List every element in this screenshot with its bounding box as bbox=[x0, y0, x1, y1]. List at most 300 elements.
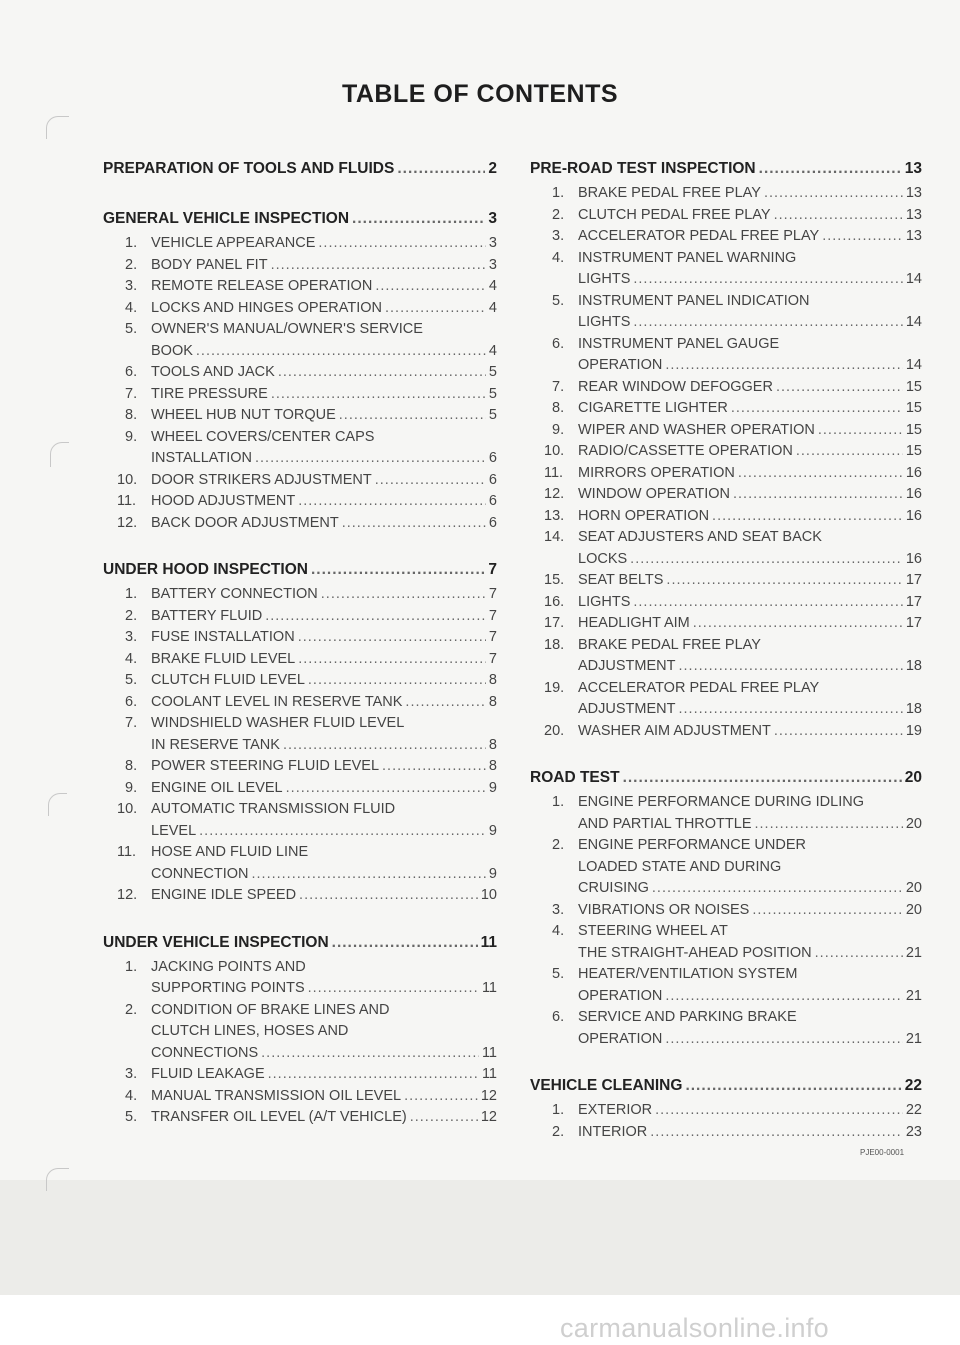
entry-page-number: 11 bbox=[481, 980, 497, 996]
entry-title: TOOLS AND JACK bbox=[151, 364, 275, 380]
entry-title: CONNECTIONS bbox=[151, 1044, 259, 1061]
toc-entry[interactable] bbox=[103, 756, 497, 778]
toc-entry[interactable] bbox=[103, 276, 497, 298]
dot-leader bbox=[382, 756, 486, 778]
entry-number: 1. bbox=[552, 794, 565, 810]
dot-leader bbox=[755, 814, 903, 836]
entry-number: 5. bbox=[125, 321, 138, 337]
entry-page-number: 20 bbox=[905, 880, 922, 896]
toc-entry[interactable] bbox=[530, 1007, 922, 1050]
section-title: VEHICLE CLEANING bbox=[530, 1077, 683, 1094]
entry-title: SUPPORTING POINTS bbox=[151, 980, 305, 996]
toc-entry[interactable] bbox=[103, 885, 497, 907]
entry-page-number: 8 bbox=[488, 672, 497, 688]
entry-title: IN RESERVE TANK bbox=[151, 736, 280, 753]
toc-entry[interactable] bbox=[103, 1107, 497, 1129]
toc-entry-list bbox=[530, 183, 922, 742]
entry-page-number: 17 bbox=[905, 593, 922, 610]
entry-page-number: 6 bbox=[488, 514, 497, 531]
section-page-number: 13 bbox=[904, 160, 922, 177]
toc-entry[interactable] bbox=[103, 627, 497, 649]
entry-number: 8. bbox=[125, 758, 138, 774]
toc-entry[interactable] bbox=[103, 842, 497, 885]
dot-leader bbox=[311, 555, 485, 584]
page-title: TABLE OF CONTENTS bbox=[341, 80, 619, 108]
entry-title: EXTERIOR bbox=[578, 1102, 653, 1118]
entry-title: OPERATION bbox=[578, 357, 663, 373]
section-heading[interactable] bbox=[530, 154, 922, 183]
section-heading[interactable] bbox=[103, 928, 497, 957]
entry-number: 14. bbox=[544, 529, 565, 545]
toc-entry[interactable] bbox=[103, 427, 497, 470]
toc-entry-list bbox=[103, 233, 497, 534]
entry-number: 19. bbox=[544, 679, 565, 696]
toc-entry[interactable] bbox=[103, 384, 497, 406]
entry-title: COOLANT LEVEL IN RESERVE TANK bbox=[151, 693, 403, 710]
entry-title: AUTOMATIC TRANSMISSION FLUID bbox=[151, 801, 396, 817]
entry-number: 1. bbox=[552, 1102, 565, 1118]
toc-entry[interactable] bbox=[103, 362, 497, 384]
toc-entry[interactable] bbox=[103, 319, 497, 362]
toc-entry[interactable] bbox=[103, 470, 497, 492]
entry-title: BACK DOOR ADJUSTMENT bbox=[151, 514, 339, 531]
entry-line bbox=[103, 864, 497, 886]
entry-number: 6. bbox=[552, 335, 565, 352]
dot-leader bbox=[752, 900, 903, 922]
entry-page-number: 4 bbox=[488, 299, 497, 316]
entry-title: OPERATION bbox=[578, 1030, 663, 1047]
entry-line bbox=[103, 1021, 497, 1043]
toc-entry[interactable] bbox=[530, 506, 922, 528]
entry-line bbox=[530, 814, 922, 836]
entry-line bbox=[530, 986, 922, 1008]
dot-leader bbox=[733, 484, 903, 506]
entry-title: MANUAL TRANSMISSION OIL LEVEL bbox=[151, 1087, 402, 1104]
section-title: PREPARATION OF TOOLS AND FLUIDS bbox=[103, 160, 395, 177]
dot-leader bbox=[818, 420, 903, 442]
entry-line bbox=[530, 420, 922, 442]
section-heading[interactable] bbox=[530, 763, 922, 792]
toc-entry[interactable] bbox=[530, 964, 922, 1007]
entry-page-number: 20 bbox=[905, 815, 922, 832]
entry-number: 10. bbox=[117, 471, 138, 488]
entry-number: 11. bbox=[544, 464, 564, 481]
section-heading[interactable] bbox=[103, 555, 497, 584]
dot-leader bbox=[199, 821, 486, 843]
section-heading[interactable] bbox=[530, 1071, 922, 1100]
entry-line bbox=[103, 842, 497, 864]
toc-entry-list bbox=[530, 1100, 922, 1143]
dot-leader bbox=[410, 1107, 478, 1129]
dot-leader bbox=[650, 1122, 903, 1144]
toc-entry[interactable] bbox=[530, 226, 922, 248]
toc-entry[interactable] bbox=[103, 649, 497, 671]
dot-leader bbox=[731, 398, 903, 420]
toc-entry[interactable] bbox=[530, 721, 922, 743]
entry-page-number: 3 bbox=[488, 235, 497, 251]
toc-section bbox=[103, 154, 497, 183]
entry-page-number: 9 bbox=[488, 779, 497, 796]
entry-title: INSTALLATION bbox=[151, 450, 252, 466]
dot-leader bbox=[375, 276, 486, 298]
entry-line bbox=[530, 964, 922, 986]
toc-entry-list bbox=[530, 792, 922, 1050]
entry-title: INTERIOR bbox=[578, 1123, 648, 1140]
entry-page-number: 13 bbox=[905, 228, 922, 244]
dot-leader bbox=[623, 763, 902, 792]
entry-page-number: 9 bbox=[488, 865, 497, 882]
section-page-number: 11 bbox=[480, 933, 497, 951]
entry-page-number: 6 bbox=[488, 471, 497, 488]
section-heading[interactable] bbox=[103, 154, 497, 183]
entry-line bbox=[530, 635, 922, 657]
section-page-number: 22 bbox=[904, 1077, 922, 1094]
toc-entry[interactable] bbox=[530, 291, 922, 334]
entry-page-number: 11 bbox=[481, 1044, 497, 1061]
entry-title: INSTRUMENT PANEL GAUGE bbox=[578, 335, 780, 352]
entry-number: 2. bbox=[552, 837, 565, 853]
entry-line bbox=[103, 957, 497, 979]
entry-number: 1. bbox=[552, 185, 565, 201]
toc-entry[interactable] bbox=[103, 606, 497, 628]
entry-line bbox=[530, 205, 922, 227]
toc-entry[interactable] bbox=[103, 778, 497, 800]
entry-number: 2. bbox=[552, 206, 565, 223]
entry-number: 9. bbox=[125, 779, 138, 796]
entry-title: DOOR STRIKERS ADJUSTMENT bbox=[151, 471, 372, 488]
entry-title: SEAT BELTS bbox=[578, 572, 664, 588]
entry-line bbox=[530, 878, 922, 900]
dot-leader bbox=[308, 670, 486, 692]
entry-line bbox=[103, 362, 497, 384]
entry-title: TRANSFER OIL LEVEL (A/T VEHICLE) bbox=[151, 1109, 407, 1125]
entry-page-number: 23 bbox=[905, 1123, 922, 1140]
entry-line bbox=[103, 470, 497, 492]
entry-title: CONDITION OF BRAKE LINES AND bbox=[151, 1001, 390, 1018]
entry-title: REAR WINDOW DEFOGGER bbox=[578, 378, 773, 395]
dot-leader bbox=[251, 864, 485, 886]
entry-title: SERVICE AND PARKING BRAKE bbox=[578, 1009, 797, 1025]
toc-entry[interactable] bbox=[103, 405, 497, 427]
dot-leader bbox=[405, 692, 486, 714]
toc-entry[interactable] bbox=[103, 799, 497, 842]
toc-entry[interactable] bbox=[530, 420, 922, 442]
entry-page-number: 21 bbox=[905, 1030, 922, 1047]
entry-page-number: 6 bbox=[488, 450, 497, 466]
entry-line bbox=[103, 978, 497, 1000]
entry-number: 9. bbox=[552, 421, 565, 438]
entry-page-number: 14 bbox=[905, 314, 922, 330]
entry-page-number: 17 bbox=[905, 615, 922, 631]
dot-leader bbox=[404, 1086, 478, 1108]
dot-leader bbox=[693, 613, 903, 635]
entry-number: 2. bbox=[552, 1123, 565, 1140]
entry-page-number: 21 bbox=[905, 987, 922, 1004]
entry-page-number: 19 bbox=[905, 722, 922, 739]
entry-line bbox=[530, 792, 922, 814]
entry-title: POWER STEERING FLUID LEVEL bbox=[151, 758, 380, 774]
entry-line bbox=[103, 298, 497, 320]
toc-entry[interactable] bbox=[530, 792, 922, 835]
entry-title: HEATER/VENTILATION SYSTEM bbox=[578, 966, 798, 982]
entry-number: 5. bbox=[125, 672, 138, 688]
toc-entry[interactable] bbox=[530, 678, 922, 721]
binder-hole-mark bbox=[48, 793, 67, 816]
toc-entry[interactable] bbox=[530, 635, 922, 678]
toc-entry[interactable] bbox=[530, 527, 922, 570]
entry-line bbox=[530, 506, 922, 528]
dot-leader bbox=[630, 549, 903, 571]
toc-entry[interactable] bbox=[103, 692, 497, 714]
dot-leader bbox=[271, 255, 486, 277]
entry-line bbox=[103, 1064, 497, 1086]
entry-number: 17. bbox=[544, 615, 565, 631]
toc-entry[interactable] bbox=[530, 205, 922, 227]
entry-page-number: 17 bbox=[905, 572, 922, 588]
toc-entry-list bbox=[103, 584, 497, 907]
entry-line bbox=[530, 678, 922, 700]
toc-entry[interactable] bbox=[530, 248, 922, 291]
toc-entry[interactable] bbox=[103, 233, 497, 255]
dot-leader bbox=[332, 928, 478, 957]
entry-title: WASHER AIM ADJUSTMENT bbox=[578, 722, 771, 739]
entry-title: CLUTCH FLUID LEVEL bbox=[151, 672, 305, 688]
entry-line bbox=[530, 1122, 922, 1144]
entry-page-number: 16 bbox=[905, 486, 922, 502]
toc-entry[interactable] bbox=[103, 1086, 497, 1108]
entry-line bbox=[103, 427, 497, 449]
entry-line bbox=[530, 441, 922, 463]
entry-line bbox=[103, 276, 497, 298]
entry-number: 4. bbox=[125, 299, 138, 316]
dot-leader bbox=[774, 721, 903, 743]
toc-entry[interactable] bbox=[103, 255, 497, 277]
page-shadow-band bbox=[0, 1180, 960, 1295]
toc-entry[interactable] bbox=[103, 1064, 497, 1086]
toc-entry[interactable] bbox=[530, 1100, 922, 1122]
entry-line bbox=[530, 570, 922, 592]
toc-entry[interactable] bbox=[103, 713, 497, 756]
toc-entry[interactable] bbox=[530, 900, 922, 922]
entry-page-number: 4 bbox=[488, 342, 497, 359]
entry-page-number: 6 bbox=[488, 493, 497, 509]
toc-entry[interactable] bbox=[530, 613, 922, 635]
toc-entry[interactable] bbox=[530, 334, 922, 377]
entry-number: 20. bbox=[544, 722, 565, 739]
entry-number: 1. bbox=[125, 958, 138, 975]
entry-line bbox=[530, 613, 922, 635]
dot-leader bbox=[196, 341, 486, 363]
toc-section bbox=[530, 154, 922, 742]
dot-leader bbox=[685, 1071, 901, 1100]
dot-leader bbox=[633, 592, 902, 614]
entry-title: REMOTE RELEASE OPERATION bbox=[151, 278, 373, 294]
dot-leader bbox=[665, 1029, 903, 1051]
entry-page-number: 13 bbox=[905, 206, 922, 223]
entry-number: 12. bbox=[117, 514, 138, 531]
entry-line bbox=[530, 900, 922, 922]
dot-leader bbox=[665, 986, 903, 1008]
entry-line bbox=[103, 405, 497, 427]
toc-entry[interactable] bbox=[530, 484, 922, 506]
toc-entry[interactable] bbox=[530, 398, 922, 420]
section-title: GENERAL VEHICLE INSPECTION bbox=[103, 210, 350, 227]
toc-entry[interactable] bbox=[530, 592, 922, 614]
entry-line bbox=[530, 835, 922, 857]
toc-entry[interactable] bbox=[530, 377, 922, 399]
dot-leader bbox=[665, 355, 903, 377]
section-heading[interactable] bbox=[103, 204, 497, 233]
entry-page-number: 15 bbox=[905, 378, 922, 395]
entry-number: 13. bbox=[544, 507, 565, 524]
entry-title: ADJUSTMENT bbox=[578, 658, 676, 674]
dot-leader bbox=[655, 1100, 903, 1122]
entry-page-number: 8 bbox=[488, 736, 497, 753]
entry-line bbox=[530, 248, 922, 270]
entry-number: 10. bbox=[117, 801, 138, 817]
toc-entry[interactable] bbox=[103, 584, 497, 606]
dot-leader bbox=[633, 269, 902, 291]
dot-leader bbox=[764, 183, 903, 205]
entry-line bbox=[530, 334, 922, 356]
entry-line bbox=[530, 921, 922, 943]
dot-leader bbox=[308, 978, 479, 1000]
entry-number: 6. bbox=[125, 693, 138, 710]
toc-entry-list bbox=[103, 957, 497, 1129]
section-title: PRE-ROAD TEST INSPECTION bbox=[530, 160, 756, 177]
toc-entry[interactable] bbox=[103, 670, 497, 692]
entry-number: 7. bbox=[125, 715, 138, 731]
dot-leader bbox=[678, 699, 902, 721]
dot-leader bbox=[796, 441, 903, 463]
entry-title: WINDOW OPERATION bbox=[578, 486, 730, 502]
entry-page-number: 18 bbox=[905, 658, 922, 674]
dot-leader bbox=[318, 233, 486, 255]
entry-number: 11. bbox=[117, 493, 137, 509]
entry-title: BODY PANEL FIT bbox=[151, 256, 268, 273]
entry-number: 7. bbox=[552, 378, 565, 395]
entry-page-number: 7 bbox=[488, 607, 497, 624]
toc-section bbox=[530, 763, 922, 1050]
entry-line bbox=[530, 527, 922, 549]
section-page-number: 3 bbox=[488, 210, 497, 227]
entry-number: 12. bbox=[544, 486, 565, 502]
dot-leader bbox=[815, 943, 903, 965]
toc-entry[interactable] bbox=[103, 513, 497, 535]
entry-line bbox=[103, 513, 497, 535]
toc-entry[interactable] bbox=[530, 1122, 922, 1144]
entry-title: WHEEL HUB NUT TORQUE bbox=[151, 407, 336, 423]
entry-number: 3. bbox=[125, 1066, 138, 1082]
entry-line bbox=[103, 627, 497, 649]
entry-title: OPERATION bbox=[578, 987, 663, 1004]
entry-title: ACCELERATOR PEDAL FREE PLAY bbox=[578, 228, 820, 244]
section-page-number: 2 bbox=[488, 160, 497, 177]
entry-title: LIGHTS bbox=[578, 593, 631, 610]
toc-entry[interactable] bbox=[103, 957, 497, 1000]
entry-title: ACCELERATOR PEDAL FREE PLAY bbox=[578, 679, 820, 696]
entry-page-number: 9 bbox=[488, 822, 497, 839]
entry-number: 2. bbox=[125, 1001, 138, 1018]
entry-title: BATTERY FLUID bbox=[151, 607, 263, 624]
entry-title: TIRE PRESSURE bbox=[151, 385, 268, 402]
entry-title: WINDSHIELD WASHER FLUID LEVEL bbox=[151, 715, 405, 731]
entry-title: CIGARETTE LIGHTER bbox=[578, 400, 728, 416]
toc-entry[interactable] bbox=[530, 463, 922, 485]
entry-title: ENGINE OIL LEVEL bbox=[151, 779, 283, 796]
toc-entry[interactable] bbox=[530, 183, 922, 205]
entry-page-number: 3 bbox=[488, 256, 497, 273]
toc-entry[interactable] bbox=[530, 441, 922, 463]
binder-hole-mark bbox=[50, 442, 69, 467]
entry-title: CONNECTION bbox=[151, 865, 249, 882]
entry-line bbox=[530, 1007, 922, 1029]
entry-line bbox=[103, 692, 497, 714]
dot-leader bbox=[375, 470, 486, 492]
entry-page-number: 14 bbox=[905, 357, 922, 373]
entry-line bbox=[530, 699, 922, 721]
toc-entry[interactable] bbox=[103, 491, 497, 513]
entry-number: 6. bbox=[552, 1009, 565, 1025]
entry-line bbox=[103, 319, 497, 341]
entry-number: 2. bbox=[125, 256, 138, 273]
entry-number: 18. bbox=[544, 636, 565, 653]
dot-leader bbox=[298, 649, 486, 671]
entry-page-number: 15 bbox=[905, 443, 922, 459]
dot-leader bbox=[652, 878, 903, 900]
entry-number: 15. bbox=[544, 572, 565, 588]
entry-number: 1. bbox=[125, 586, 138, 602]
entry-line bbox=[530, 592, 922, 614]
entry-line bbox=[103, 491, 497, 513]
toc-entry[interactable] bbox=[530, 570, 922, 592]
dot-leader bbox=[278, 362, 486, 384]
entry-line bbox=[103, 649, 497, 671]
entry-line bbox=[103, 255, 497, 277]
dot-leader bbox=[321, 584, 486, 606]
dot-leader bbox=[286, 778, 486, 800]
toc-entry[interactable] bbox=[530, 921, 922, 964]
entry-line bbox=[103, 778, 497, 800]
entry-line bbox=[103, 233, 497, 255]
entry-number: 3. bbox=[125, 278, 138, 294]
dot-leader bbox=[385, 298, 486, 320]
toc-entry[interactable] bbox=[103, 298, 497, 320]
entry-title: BRAKE FLUID LEVEL bbox=[151, 650, 296, 667]
dot-leader bbox=[738, 463, 903, 485]
entry-title: BRAKE PEDAL FREE PLAY bbox=[578, 636, 761, 653]
dot-leader bbox=[298, 491, 486, 513]
entry-title: HEADLIGHT AIM bbox=[578, 615, 690, 631]
toc-entry[interactable] bbox=[530, 835, 922, 900]
entry-line bbox=[103, 670, 497, 692]
entry-line bbox=[530, 943, 922, 965]
entry-title: CLUTCH PEDAL FREE PLAY bbox=[578, 206, 771, 223]
entry-line bbox=[103, 1086, 497, 1108]
dot-leader bbox=[342, 513, 486, 535]
entry-line bbox=[103, 584, 497, 606]
entry-title: SEAT ADJUSTERS AND SEAT BACK bbox=[578, 529, 822, 545]
entry-number: 4. bbox=[552, 249, 565, 266]
entry-title: LOCKS bbox=[578, 550, 628, 567]
entry-line bbox=[103, 799, 497, 821]
entry-line bbox=[103, 384, 497, 406]
entry-line bbox=[530, 1100, 922, 1122]
entry-line bbox=[103, 606, 497, 628]
toc-entry[interactable] bbox=[103, 1000, 497, 1065]
dot-leader bbox=[776, 377, 903, 399]
entry-title: INSTRUMENT PANEL WARNING bbox=[578, 249, 797, 266]
